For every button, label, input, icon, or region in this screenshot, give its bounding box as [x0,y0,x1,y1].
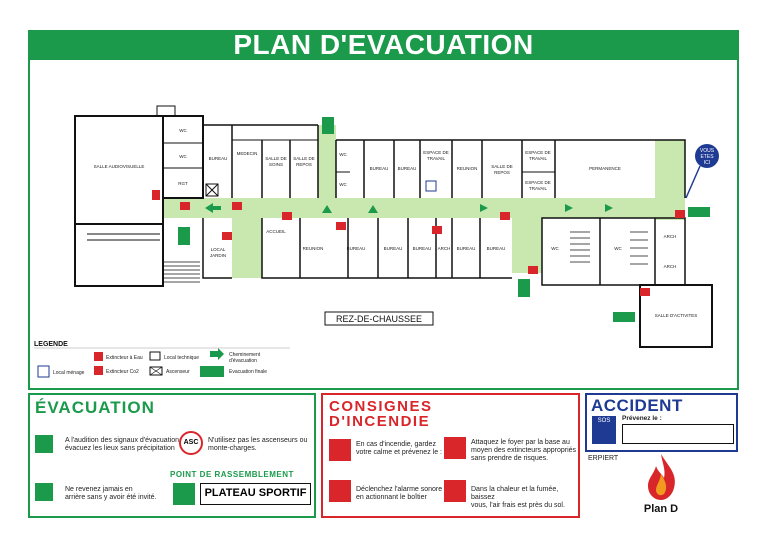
emergency-number-field [622,424,734,444]
room-wc: WC [339,182,347,187]
crawl-smoke-icon [444,480,466,502]
evac-asc-line-1: N'utilisez pas les ascenseurs ou [208,437,308,444]
room-bureau: BUREAU [397,166,417,171]
legend-local-menage: Local ménage [53,370,85,376]
you-are-here-line-3: ICI [703,160,711,166]
you-are-here-line-2: ETES [700,154,714,160]
legend-cheminement: Cheminement [229,352,261,358]
evac-return-line-1: Ne revenez jamais en [65,486,133,493]
page-title: PLAN D'EVACUATION [28,30,739,60]
room-espace-travail: TRAVAIL [528,186,548,191]
sos-label: SOS [597,418,611,424]
room-salle-repos: REPOS [494,170,510,175]
room-wc: WC [339,152,347,157]
room-reunion: REUNION [456,166,478,171]
room-salle-soins: SOINS [268,162,284,167]
evacuation-heading: ÉVACUATION [35,398,155,417]
evac-signal-line-2: évacuez les lieux sans précipitation [65,445,175,452]
room-wc: WC [551,246,559,251]
prevenez-label: Prévenez le : [622,415,662,422]
room-salle-audiovisuelle: SALLE AUDIOVISUELLE [93,164,145,169]
room-espace-travail: ESPACE DE [525,180,551,185]
room-accueil: ACCUEIL [266,229,286,234]
legend-evacuation-finale: Evacuation finale [229,369,268,375]
room-bureau: BUREAU [346,246,366,251]
room-medecin: MEDECIN [236,151,258,156]
room-wc: WC [614,246,622,251]
call-line-1: En cas d'incendie, gardez [356,441,436,448]
accident-panel [585,393,738,452]
room-permanence: PERMANENCE [589,166,621,171]
room-bureau: BUREAU [369,166,389,171]
room-local-jardin: LOCAL [210,247,226,252]
alarm-speaker-icon [35,435,53,453]
floor-label: REZ-DE-CHAUSSEE [335,314,423,324]
room-bureau: BUREAU [486,246,506,251]
you-are-here-badge [686,144,719,198]
room-reunion: REUNION [302,246,324,251]
cleaning-room-icon [38,366,49,377]
room-espace-travail: TRAVAIL [426,156,446,161]
phone-icon [329,439,351,461]
smoke-line-1: Dans la chaleur et la fumée, baissez [471,486,559,501]
extinguisher-co2-icon [94,366,103,375]
assembly-place: PLATEAU SPORTIF [200,483,311,505]
room-espace-travail: ESPACE DE [525,150,551,155]
legend-extincteur-co2: Extincteur Co2 [106,369,139,375]
call-line-2: votre calme et prévenez le : [356,449,442,456]
attack-line-2: moyen des extincteurs appropriés [471,447,577,454]
you-are-here-line-1: VOUS [699,148,715,154]
room-salle-activites: SALLE D'ACTIVITES [654,313,698,318]
room-wc: WC [179,154,187,159]
room-arch: ARCH [437,246,451,251]
room-bureau: BUREAU [383,246,403,251]
final-exit-icon [200,366,224,377]
room-salle-soins: SALLE DE [265,156,287,161]
room-bureau: BUREAU [208,156,228,161]
evac-asc-line-2: monte-charges. [208,445,257,452]
room-rgt: RGT [178,181,188,186]
sos-phone-icon [592,416,616,444]
smoke-line-2: vous, l'air frais est près du sol. [471,502,565,509]
assembly-point-heading: POINT DE RASSEMBLEMENT [170,470,294,479]
no-elevator-icon [179,431,203,455]
room-bureau: BUREAU [412,246,432,251]
room-salle-repos: SALLE DE [491,164,513,169]
alarm-line-2: en actionnant le boîtier [356,494,427,501]
alarm-line-1: Déclenchez l'alarme sonore [356,486,443,493]
brand-name: Plan D [643,503,679,515]
evacuation-path-icon [210,348,224,360]
attack-line-1: Attaquez le foyer par la base au [471,439,570,446]
consignes-heading-line-1: CONSIGNES [329,398,433,415]
legend-ascenseur: Ascenseur [166,369,190,375]
legend-cheminement: d'évacuation [229,358,257,364]
accident-heading: ACCIDENT [591,396,683,415]
extinguisher-icon [444,437,466,459]
alarm-button-icon [329,480,351,502]
assembly-point-icon [173,483,195,505]
room-arch: ARCH [663,264,677,269]
evac-return-line-2: arrière sans y avoir été invité. [65,494,157,501]
room-salle-repos: REPOS [296,162,312,167]
attack-line-3: sans prendre de risques. [471,455,549,462]
room-local-jardin: JARDIN [209,253,227,258]
legend-extincteur-eau: Extincteur à Eau [106,355,143,361]
legend-local-technique: Local technique [164,355,200,361]
room-espace-travail: ESPACE DE [423,150,449,155]
room-bureau: BUREAU [456,246,476,251]
evacuation-corridor [162,125,685,278]
legend-title: LEGENDE [34,341,68,348]
plan-d-logo [636,452,686,518]
fire-instructions-panel [321,393,580,518]
extinguisher-water-icon [94,352,103,361]
technical-room-icon [150,352,160,360]
consignes-heading-line-2: D'INCENDIE [329,413,431,430]
room-wc: WC [179,128,187,133]
room-arch: ARCH [663,234,677,239]
room-espace-travail: TRAVAIL [528,156,548,161]
evac-signal-line-1: A l'audition des signaux d'évacuation, [65,437,181,444]
elevator-symbol [206,184,218,196]
room-salle-repos: SALLE DE [293,156,315,161]
document-code: ERPIERT [588,455,619,462]
evacuation-panel [28,393,316,518]
no-return-icon [35,483,53,501]
legend [34,341,290,377]
asc-badge: ASC [183,439,199,446]
